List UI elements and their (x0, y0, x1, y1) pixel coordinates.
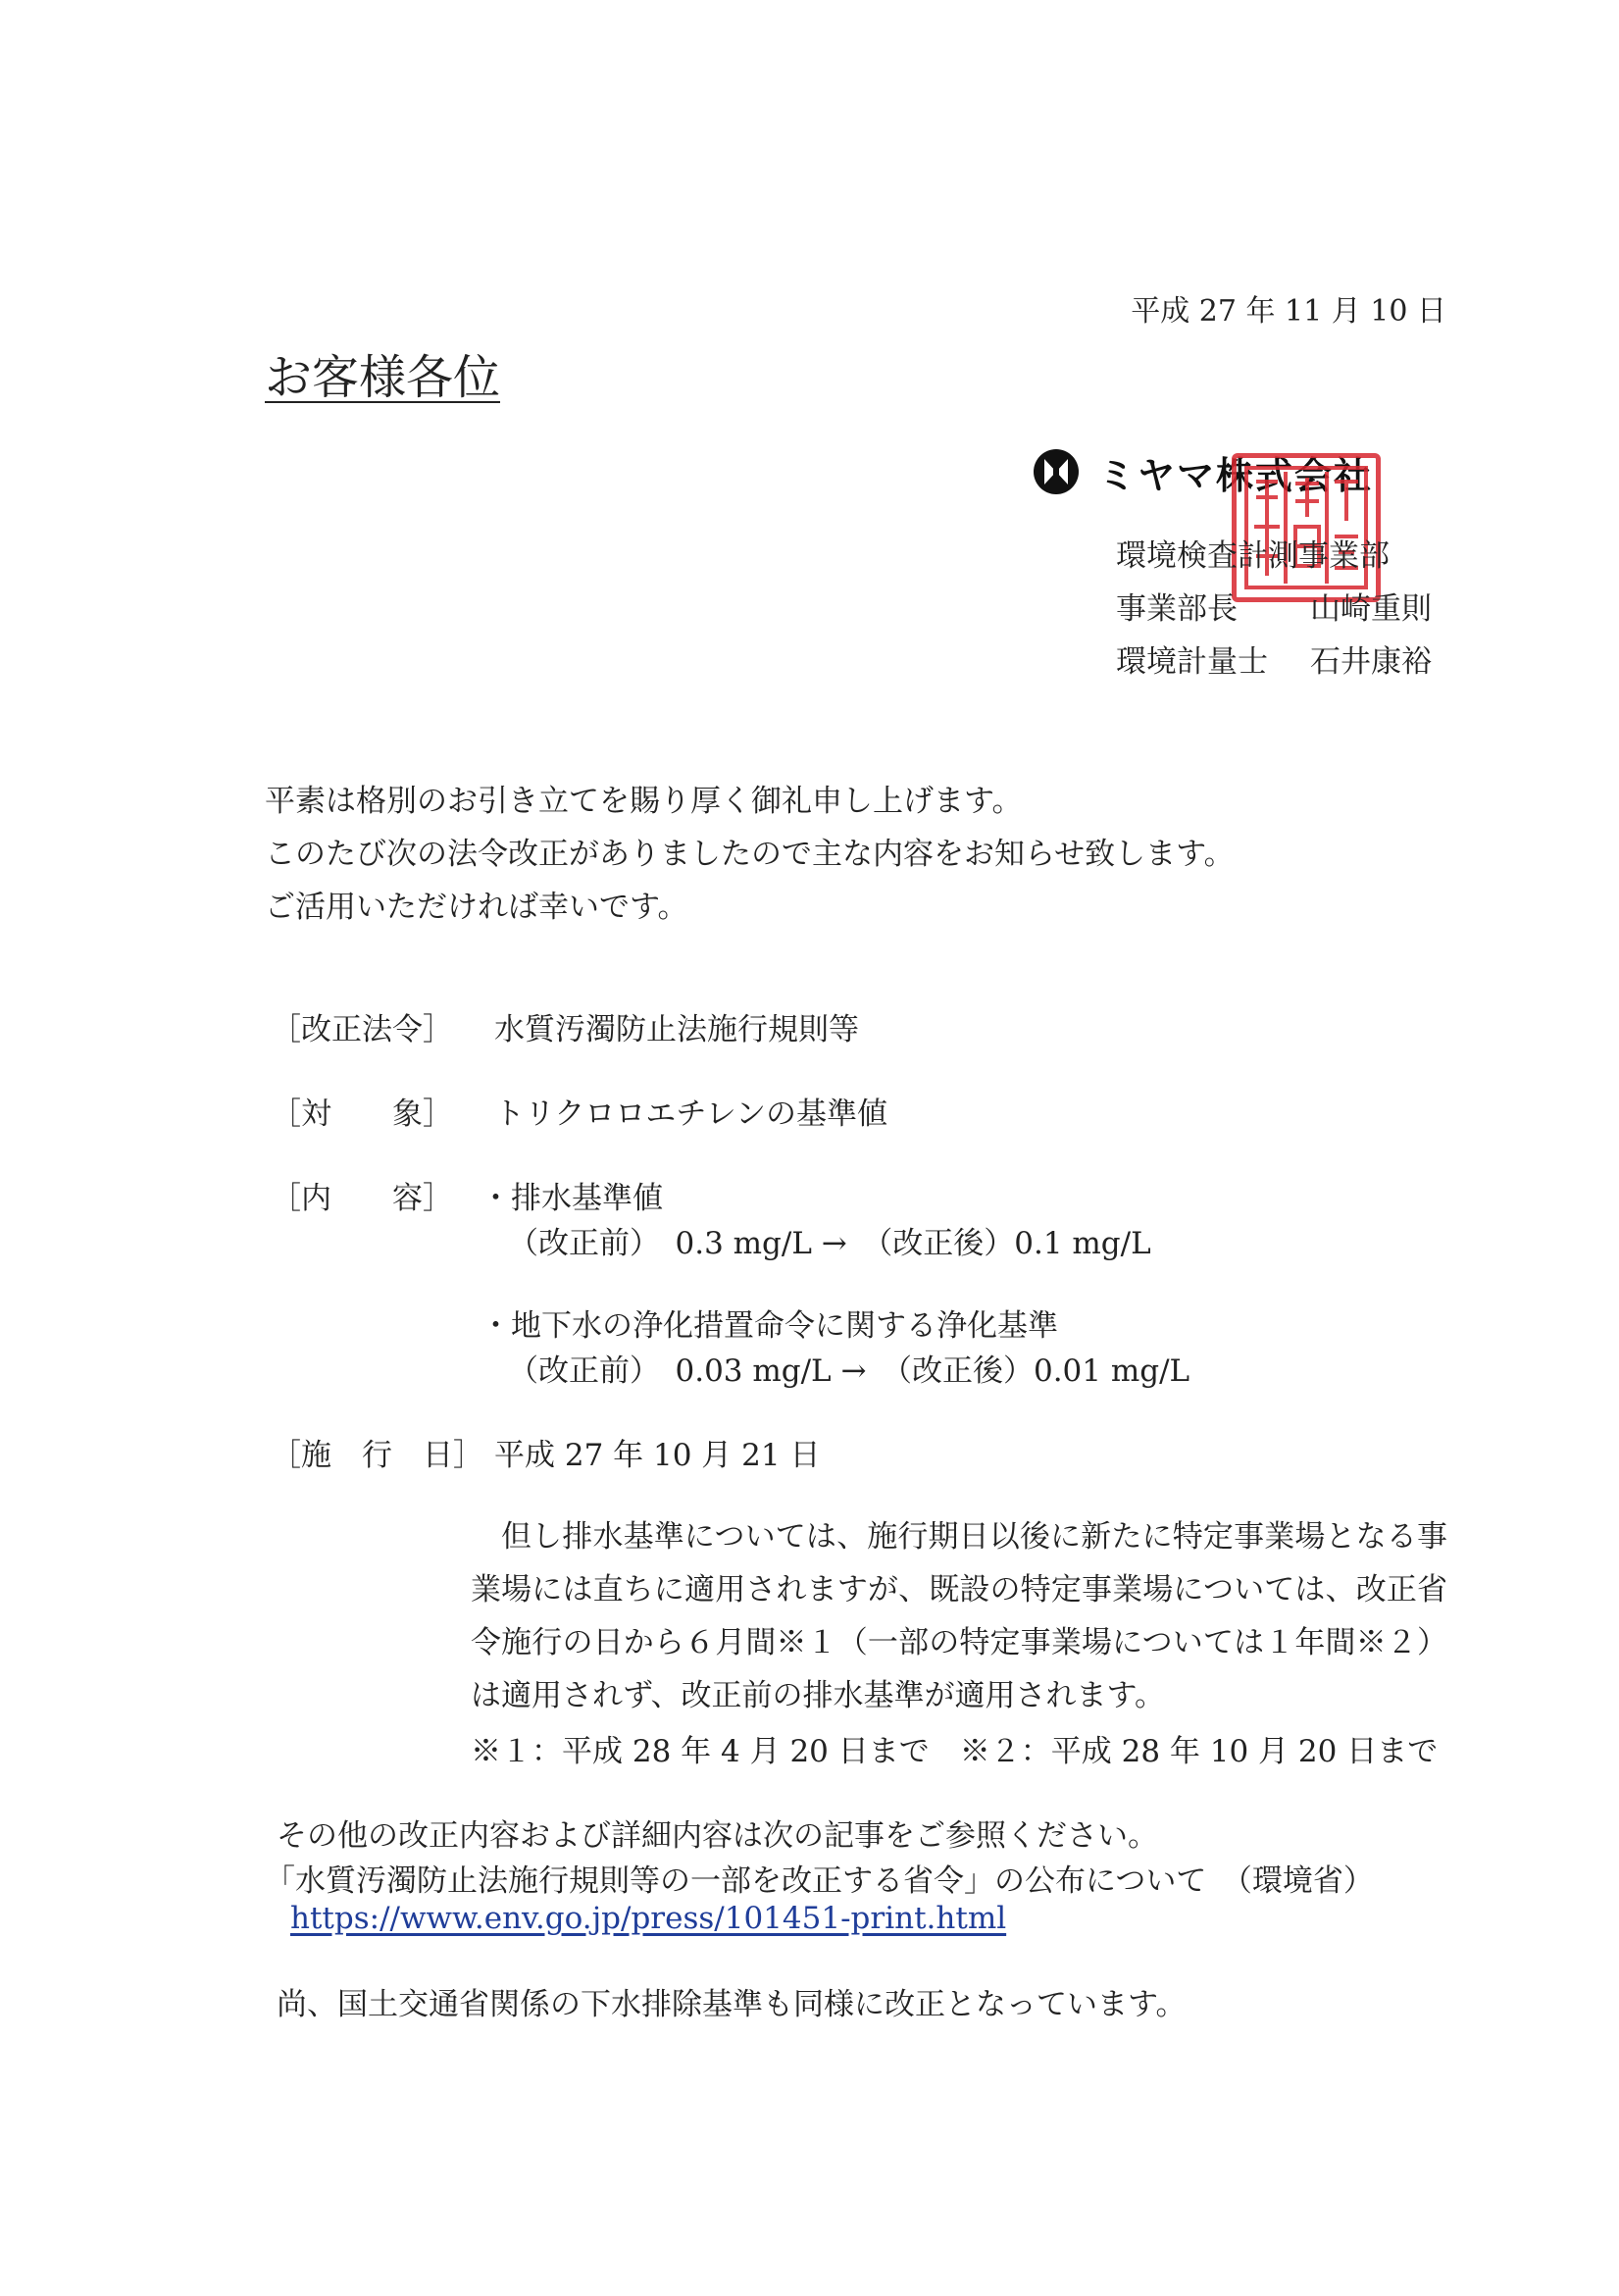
intro-paragraph (265, 775, 1235, 934)
reference-title: 「水質汚濁防止法施行規則等の一部を改正する省令」の公布について （環境省） (265, 1863, 1374, 1899)
effective-note: 但し排水基準については、施行期日以後に新たに特定事業場となる事業場には直ちに適用されますが、既設の特定事業場については、改正省令施行の日から６月間※１（一部の特定事業場については１年間※２）は適用されず、改正前の排水基準が適用されます。 (471, 1519, 1447, 1713)
content-item-detail: （改正前） 0.3 mg/L → （改正後）0.1 mg/L (508, 1226, 1151, 1261)
sender-block (1116, 530, 1432, 689)
content-item-title: ・地下水の浄化措置命令に関する浄化基準 (481, 1308, 1058, 1344)
company-name: ミヤマ株式会社 (1098, 453, 1374, 497)
intro-line: ご活用いただければ幸いです。 (265, 890, 688, 925)
closing-note: 尚、国土交通省関係の下水排除基準も同様に改正となっています。 (277, 1987, 1187, 2022)
content-label: ［内 容］ (271, 1181, 453, 1216)
law-value: 水質汚濁防止法施行規則等 (494, 1012, 859, 1047)
reference-link[interactable]: https://www.env.go.jp/press/101451-print.html (290, 1901, 1007, 1936)
sender-name: 石井康裕 (1310, 644, 1432, 680)
miyama-logo-icon (1032, 447, 1081, 496)
effective-label: ［施 行 日］ (271, 1438, 483, 1473)
sender-name: 山崎重則 (1310, 591, 1432, 627)
salutation-heading: お客様各位 (265, 350, 501, 405)
department-name: 環境検査計測事業部 (1116, 538, 1390, 574)
footnotes: ※１：平成 28 年 4 月 20 日まで ※２：平成 28 年 10 月 20 日まで (471, 1734, 1439, 1769)
sender-row (1116, 636, 1432, 689)
content-item-detail: （改正前） 0.03 mg/L → （改正後）0.01 mg/L (508, 1353, 1190, 1389)
sender-row (1116, 583, 1432, 636)
target-value: トリクロロエチレンの基準値 (494, 1097, 887, 1132)
reference-intro: その他の改正内容および詳細内容は次の記事をご参照ください。 (277, 1818, 1158, 1854)
effective-date: 平成 27 年 10 月 21 日 (494, 1438, 821, 1473)
content-item-title: ・排水基準値 (481, 1181, 663, 1216)
sender-role: 環境計量士 (1116, 644, 1268, 680)
document-date: 平成 27 年 11 月 10 日 (1131, 294, 1446, 329)
law-label: ［改正法令］ (271, 1012, 453, 1047)
intro-line: 平素は格別のお引き立てを賜り厚く御礼申し上げます。 (265, 784, 1023, 819)
target-label: ［対 象］ (271, 1097, 453, 1132)
intro-line: このたび次の法令改正がありましたので主な内容をお知らせ致します。 (265, 837, 1235, 872)
sender-role: 事業部長 (1116, 591, 1238, 627)
